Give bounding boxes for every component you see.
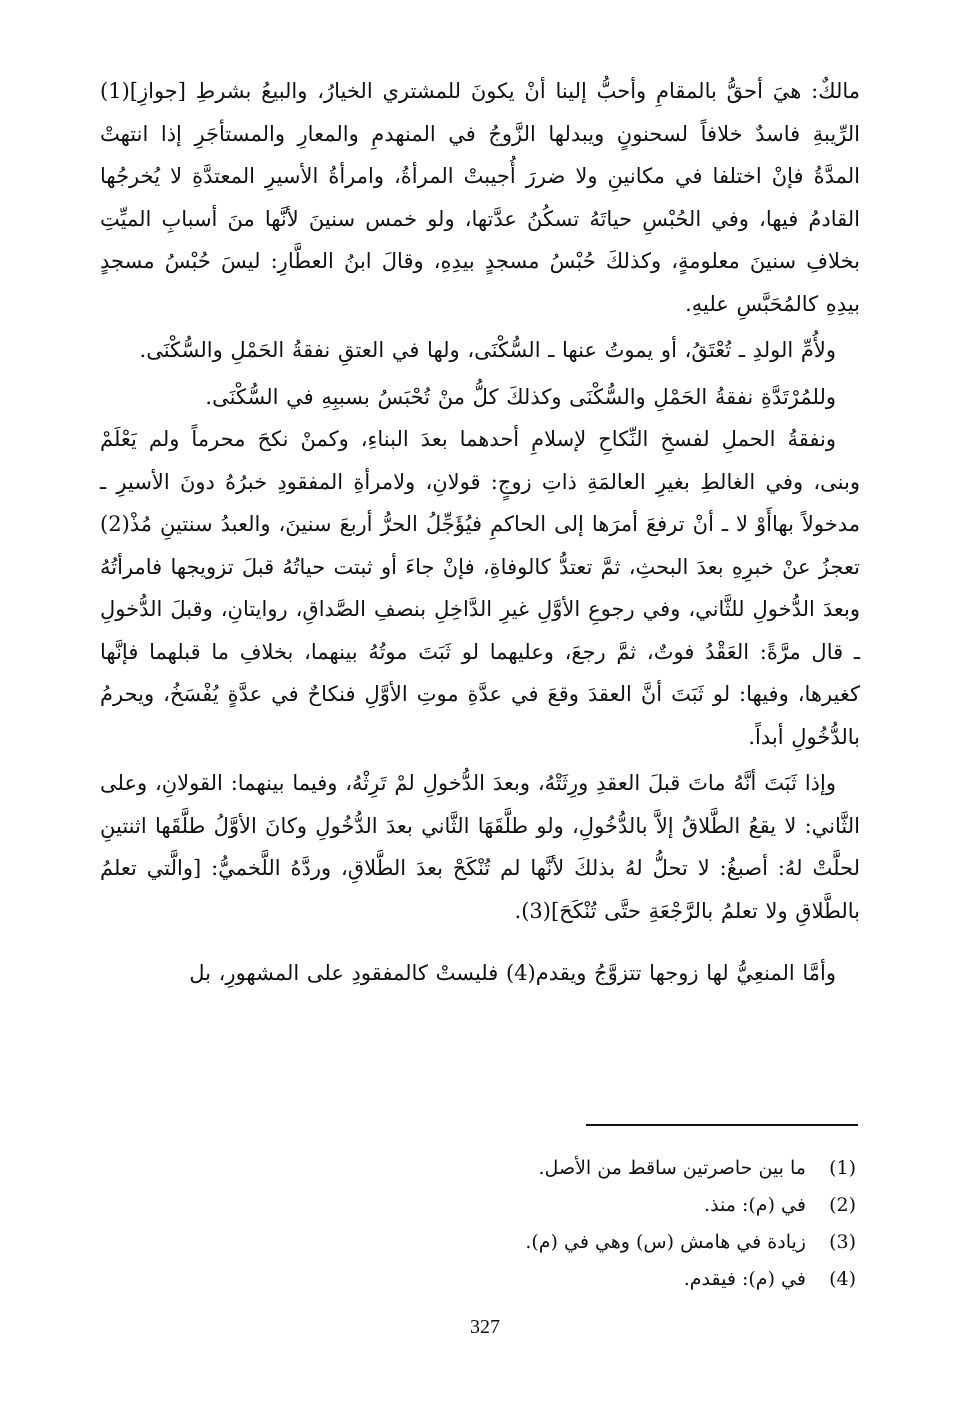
footnote-1 [400, 1150, 856, 1187]
footnote-number: (2) [829, 1194, 856, 1216]
paragraph-5: وإذا ثَبَتَ أنَّهُ ماتَ قبلَ العقدِ ورِثَتْهُ، وبعدَ الدُّخولِ لمْ تَرِثْهُ، وفيما بينهما: القولانِ، وعلى الثَّاني: لا يقعُ الطَّلاقُ إلاَّ بالدُّخُولِ، ولو طلَّقَهَا الثَّاني بعدَ الدُّخُولِ وكانَ الأوَّلُ طلَّقَها اثنتينِ لحلَّتْ لهُ: أصبغُ: لا تحلُّ لهُ بذلكَ لأنَّها لم تُنْكَحْ بعدَ الطَّلاقِ، وردَّهُ اللَّخميُّ: [والَّتي تعلمُ بالطَّلاقِ ولا تعلمُ بالرَّجْعَةِ حتَّى تُنْكَحَ](3). [100, 771, 860, 923]
main-text [100, 70, 860, 995]
footnote-text: في (م): منذ. [704, 1194, 806, 1216]
footnote-text: ما بين حاصرتين ساقط من الأصل. [538, 1157, 806, 1179]
footnote-text: في (م): فيقدم. [683, 1268, 806, 1290]
footnote-divider [586, 1124, 858, 1126]
footnote-number: (3) [829, 1231, 856, 1253]
paragraph-4: ونفقةُ الحملِ لفسخِ النِّكاحِ لإسلامِ أحدهما بعدَ البناءِ، وكمنْ نكحَ محرماً ولم يَعْلَمْ وبنى، وفي الغالطِ بغيرِ العالمَةِ ذاتِ زوجٍ: قولانِ، ولامرأةِ المفقودِ خبرُهُ دونَ الأسيرِ ـ مدخولاً بهاأَوْ لا ـ أنْ ترفعَ أمرَها إلى الحاكمِ فيُؤَجِّلُ الحرُّ أربعَ سنينَ، والعبدُ سنتينِ مُذْ(2) تعجزُ عنْ خبرِهِ بعدَ البحثِ، ثمَّ تعتدُّ كالوفاةِ، فإنْ جاءَ أو ثبتت حياتُهُ قبلَ تزويجها فامرأتُهُ وبعدَ الدُّخولِ للثَّاني، وفي رجوعِ الأوَّلِ غيرِ الدَّاخِلِ بنصفِ الصَّداقِ، روايتانِ، وقبلَ الدُّخولِ ـ قال مرَّةً: العَقْدُ فوتٌ، ثمَّ رجعَ، وعليهما لو ثَبَتَ موتُهُ بينهما، بخلافِ ما قبلهما فإنَّها كغيرها، وفيها: لو ثَبَتَ أنَّ العقدَ وقعَ في عدَّةِ موتِ الأوَّلِ فنكاحٌ في عدَّةٍ يُفْسَخُ، ويحرمُ بالدُّخُولِ أبداً. [100, 427, 860, 749]
paragraph-2: ولأُمِّ الولدِ ـ تُعْتَقُ، أو يموتُ عنها ـ السُّكْنَى، ولها في العتقِ نفقةُ الحَمْلِ والسُّكْنَى. [139, 338, 836, 362]
paragraph-6: وأمَّا المنعِيُّ لها زوجها تتزوَّجُ ويقدم(4) فليستْ كالمفقودِ على المشهورِ، بل [189, 961, 836, 985]
paragraph-3: وللمُرْتَدَّةِ نفقةُ الحَمْلِ والسُّكْنَى وكذلكَ كلُّ منْ تُحْبَسُ بسببِهِ في السُّكْنَى. [205, 384, 836, 409]
footnotes [400, 1150, 856, 1298]
footnote-3 [400, 1224, 856, 1261]
paragraph-1: مالكٌ: هيَ أحقُّ بالمقامِ وأحبُّ إلينا أنْ يكونَ للمشتري الخيارُ، والبيعُ بشرطِ [جوازِ](1) الرِّيبةِ فاسدٌ خلافاً لسحنونٍ ويبدلها الزَّوجُ في المنهدمِ والمعارِ والمستأجَرِ إذا انتهتْ المدَّةُ فإنْ اختلفا في مكانينِ ولا ضررَ أُجيبتْ المرأةُ، وامرأةُ الأسيرِ المعتدَّةِ لا يُخرجُها القادمُ فيها، وفي الحُبْسِ حياتَهُ تسكُنُ عدَّتها، ولو خمس سنينَ لأنَّها منَ أسبابِ الميِّتِ بخلافِ سنينَ معلومةٍ، وكذلكَ حُبْسُ مسجدٍ بيدِهِ، وقالَ ابنُ العطَّارِ: ليسَ حُبْسُ مسجدٍ بيدِهِ كالمُحَبَّسِ عليهِ. [100, 79, 860, 316]
footnote-4 [400, 1261, 856, 1298]
footnote-number: (1) [829, 1157, 856, 1179]
footnote-text: زيادة في هامش (س) وهي في (م). [525, 1231, 806, 1253]
footnote-2 [400, 1187, 856, 1224]
footnote-number: (4) [829, 1268, 856, 1290]
page-number: 327 [470, 1316, 500, 1338]
